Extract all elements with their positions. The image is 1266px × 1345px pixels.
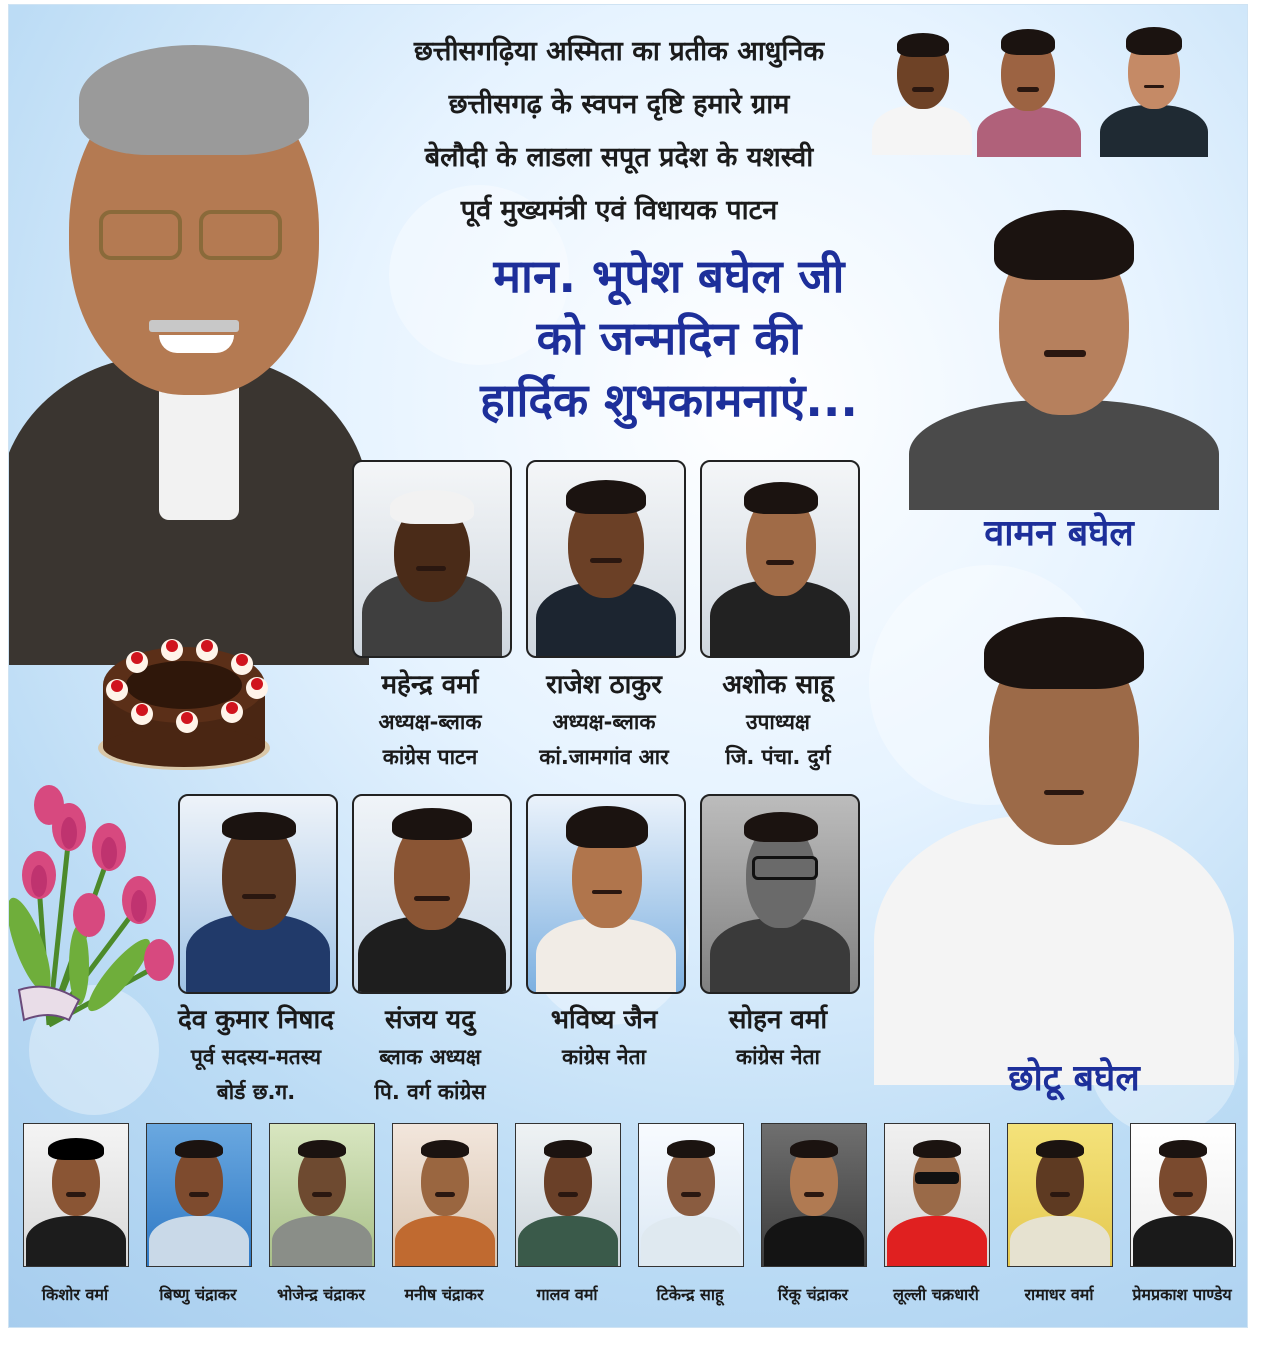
row2-name-2: संजय यदु bbox=[385, 1005, 475, 1035]
designation-line: बोर्ड छ.ग. bbox=[216, 1080, 296, 1104]
designation-line: अध्यक्ष-ब्लाक bbox=[378, 710, 482, 734]
birthday-poster bbox=[8, 4, 1248, 1328]
bottom-name-5: गालव वर्मा bbox=[536, 1285, 598, 1304]
bottom-portrait-3 bbox=[269, 1123, 375, 1267]
bottom-name-9: रामाधर वर्मा bbox=[1024, 1285, 1094, 1304]
designation-line: कां.जामगांव आर bbox=[539, 745, 669, 769]
bottom-portrait-7 bbox=[761, 1123, 867, 1267]
designation-line: जि. पंचा. दुर्ग bbox=[725, 745, 831, 769]
row2-designation-1 bbox=[159, 1040, 353, 1110]
row1-designation-3 bbox=[692, 705, 864, 775]
main-leader-photo bbox=[9, 25, 369, 665]
row1-designation-2 bbox=[518, 705, 690, 775]
row1-designation-1 bbox=[344, 705, 516, 775]
bottom-name-1: किशोर वर्मा bbox=[41, 1285, 109, 1304]
bottom-name-4: मनीष चंद्राकर bbox=[404, 1285, 484, 1304]
top-portrait-2 bbox=[969, 17, 1087, 157]
bottom-name-8: लूल्ली चक्रधारी bbox=[893, 1285, 979, 1304]
bottom-name-7: रिंकू चंद्राकर bbox=[777, 1285, 849, 1304]
bottom-portrait-6 bbox=[638, 1123, 744, 1267]
bottom-name-3: भोजेन्द्र चंद्राकर bbox=[277, 1285, 365, 1304]
birthday-greeting bbox=[409, 245, 929, 431]
row1-name-3: अशोक साहू bbox=[722, 670, 834, 700]
intro-line: छत्तीसगढ़िया अस्मिता का प्रतीक आधुनिक bbox=[413, 36, 825, 67]
portrait-frame-row2-2 bbox=[352, 794, 512, 994]
right-portrait-2 bbox=[864, 615, 1244, 1085]
row1-name-1: महेन्द्र वर्मा bbox=[381, 670, 479, 700]
row1-name-2: राजेश ठाकुर bbox=[546, 670, 662, 700]
bottom-portrait-5 bbox=[515, 1123, 621, 1267]
portrait-frame-row2-4 bbox=[700, 794, 860, 994]
intro-line: छत्तीसगढ़ के स्वपन दृष्टि हमारे ग्राम bbox=[448, 89, 790, 120]
designation-line: कांग्रेस नेता bbox=[736, 1045, 820, 1069]
bottom-portrait-4 bbox=[392, 1123, 498, 1267]
right-portrait-1-name: वामन बघेल bbox=[984, 513, 1134, 554]
bottom-portrait-10 bbox=[1130, 1123, 1236, 1267]
designation-line: उपाध्यक्ष bbox=[745, 710, 810, 734]
portrait-frame-row1-3 bbox=[700, 460, 860, 658]
intro-line: पूर्व मुख्यमंत्री एवं विधायक पाटन bbox=[460, 195, 778, 226]
portrait-frame-row1-1 bbox=[352, 460, 512, 658]
designation-line: अध्यक्ष-ब्लाक bbox=[552, 710, 656, 734]
intro-line: बेलौदी के लाडला सपूत प्रदेश के यशस्वी bbox=[424, 142, 814, 173]
portrait-frame-row1-2 bbox=[526, 460, 686, 658]
bottom-name-10: प्रेमप्रकाश पाण्डेय bbox=[1132, 1285, 1232, 1304]
row2-name-3: भविष्य जैन bbox=[550, 1005, 658, 1035]
portrait-frame-row2-3 bbox=[526, 794, 686, 994]
greeting-line: मान. भूपेश बघेल जी bbox=[493, 249, 845, 303]
greeting-line: हार्दिक शुभकामनाएं... bbox=[480, 373, 858, 427]
bottom-portrait-1 bbox=[23, 1123, 129, 1267]
top-portrait-3 bbox=[1094, 17, 1212, 157]
designation-line: पूर्व सदस्य-मतस्य bbox=[190, 1045, 322, 1069]
row2-designation-2 bbox=[344, 1040, 516, 1110]
bottom-portrait-2 bbox=[146, 1123, 252, 1267]
right-portrait-1 bbox=[904, 200, 1224, 510]
designation-line: कांग्रेस नेता bbox=[562, 1045, 646, 1069]
row2-name-4: सोहन वर्मा bbox=[728, 1005, 828, 1035]
row2-name-1: देव कुमार निषाद bbox=[178, 1005, 334, 1035]
designation-line: कांग्रेस पाटन bbox=[382, 745, 478, 769]
tulip-bouquet-icon bbox=[9, 775, 179, 1035]
intro-text bbox=[339, 25, 899, 237]
row2-designation-3 bbox=[518, 1040, 690, 1075]
row2-designation-4 bbox=[692, 1040, 864, 1075]
designation-line: पि. वर्ग कांग्रेस bbox=[374, 1080, 486, 1104]
greeting-line: को जन्मदिन की bbox=[536, 311, 802, 365]
cake-icon bbox=[97, 630, 272, 775]
portrait-frame-row2-1 bbox=[178, 794, 338, 994]
designation-line: ब्लाक अध्यक्ष bbox=[379, 1045, 481, 1069]
bottom-name-6: टिकेन्द्र साहू bbox=[656, 1285, 724, 1304]
bottom-portrait-9 bbox=[1007, 1123, 1113, 1267]
bottom-portrait-8 bbox=[884, 1123, 990, 1267]
bottom-name-2: बिष्णु चंद्राकर bbox=[159, 1285, 237, 1304]
right-portrait-2-name: छोटू बघेल bbox=[1008, 1058, 1140, 1099]
